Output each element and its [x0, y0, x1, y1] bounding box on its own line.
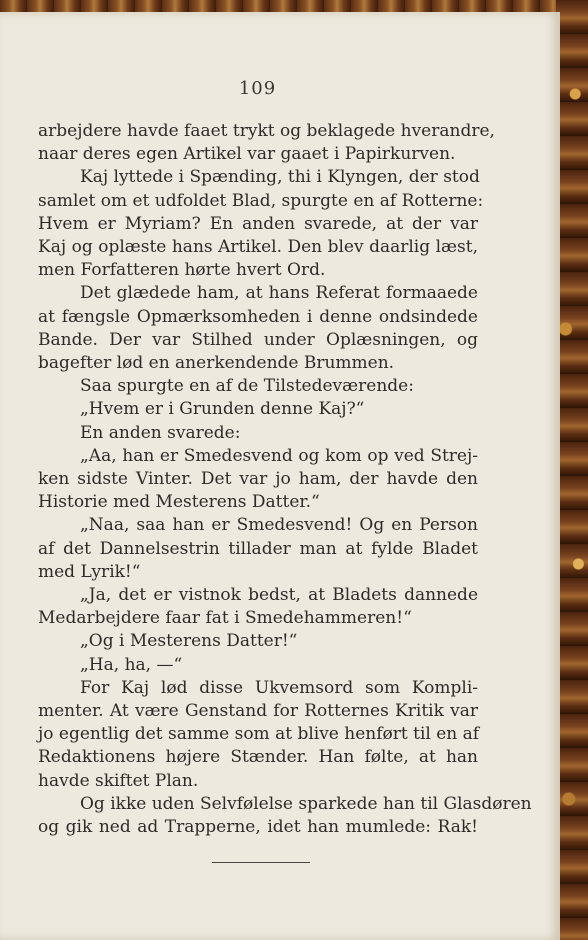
text-line: Det glædede ham, at hans Referat formaaede: [80, 283, 478, 304]
text-line: at fængsle Opmærksomheden i denne ondsindede: [38, 306, 478, 327]
text-line: Kaj og oplæste hans Artikel. Den blev daarlig læst,: [38, 237, 478, 258]
text-line: „Og i Mesterens Datter!“: [80, 631, 298, 652]
text-line: jo egentlig det samme som at blive henført til en af: [38, 724, 480, 745]
text-line: bagefter lød en anerkendende Brummen.: [38, 353, 395, 374]
page-number: 109: [238, 78, 277, 99]
body-text: [38, 120, 532, 839]
text-line: Medarbejdere faar fat i Smedehammeren!“: [38, 608, 412, 629]
text-line: naar deres egen Artikel var gaaet i Papirkurven.: [38, 144, 456, 165]
text-line: men Forfatteren hørte hvert Ord.: [38, 260, 326, 281]
text-line: „Aa, han er Smedesvend og kom op ved Strej-: [80, 445, 478, 466]
text-line: Bande. Der var Stilhed under Oplæsningen, og: [38, 329, 478, 350]
text-line: Og ikke uden Selvfølelse sparkede han til Glasdøren: [80, 793, 532, 814]
text-line: Redaktionens højere Stænder. Han følte, at han: [38, 747, 478, 768]
text-line: Historie med Mesterens Datter.“: [38, 492, 320, 513]
text-line: havde skiftet Plan.: [38, 770, 199, 791]
text-line: menter. At være Genstand for Rotternes Kritik var: [38, 701, 478, 722]
end-rule: [212, 862, 310, 863]
text-line: med Lyrik!“: [38, 561, 141, 582]
text-line: „Ha, ha, —“: [80, 654, 183, 675]
text-line: „Ja, det er vistnok bedst, at Bladets dannede: [80, 585, 478, 606]
text-line: af det Dannelsestrin tillader man at fylde Bladet: [38, 538, 478, 559]
text-line: Kaj lyttede i Spænding, thi i Klyngen, der stod: [80, 167, 480, 188]
text-line: samlet om et udfoldet Blad, spurgte en af Rotterne:: [38, 190, 484, 211]
text-line: „Naa, saa han er Smedesvend! Og en Person: [80, 515, 478, 536]
text-line: ken sidste Vinter. Det var jo ham, der havde den: [38, 469, 478, 490]
text-line: For Kaj lød disse Ukvemsord som Kompli-: [80, 677, 478, 698]
text-line: arbejdere havde faaet trykt og beklagede hverandre,: [38, 121, 495, 141]
text-line: og gik ned ad Trapperne, idet han mumlede: Rak!: [38, 817, 478, 838]
book-page: [0, 12, 560, 940]
text-line: En anden svarede:: [80, 422, 241, 443]
book-cover-edge-right: [556, 0, 588, 940]
text-line: Hvem er Myriam? En anden svarede, at der var: [38, 213, 478, 234]
text-line: „Hvem er i Grunden denne Kaj?“: [80, 399, 365, 420]
text-line: Saa spurgte en af de Tilstedeværende:: [80, 376, 414, 397]
